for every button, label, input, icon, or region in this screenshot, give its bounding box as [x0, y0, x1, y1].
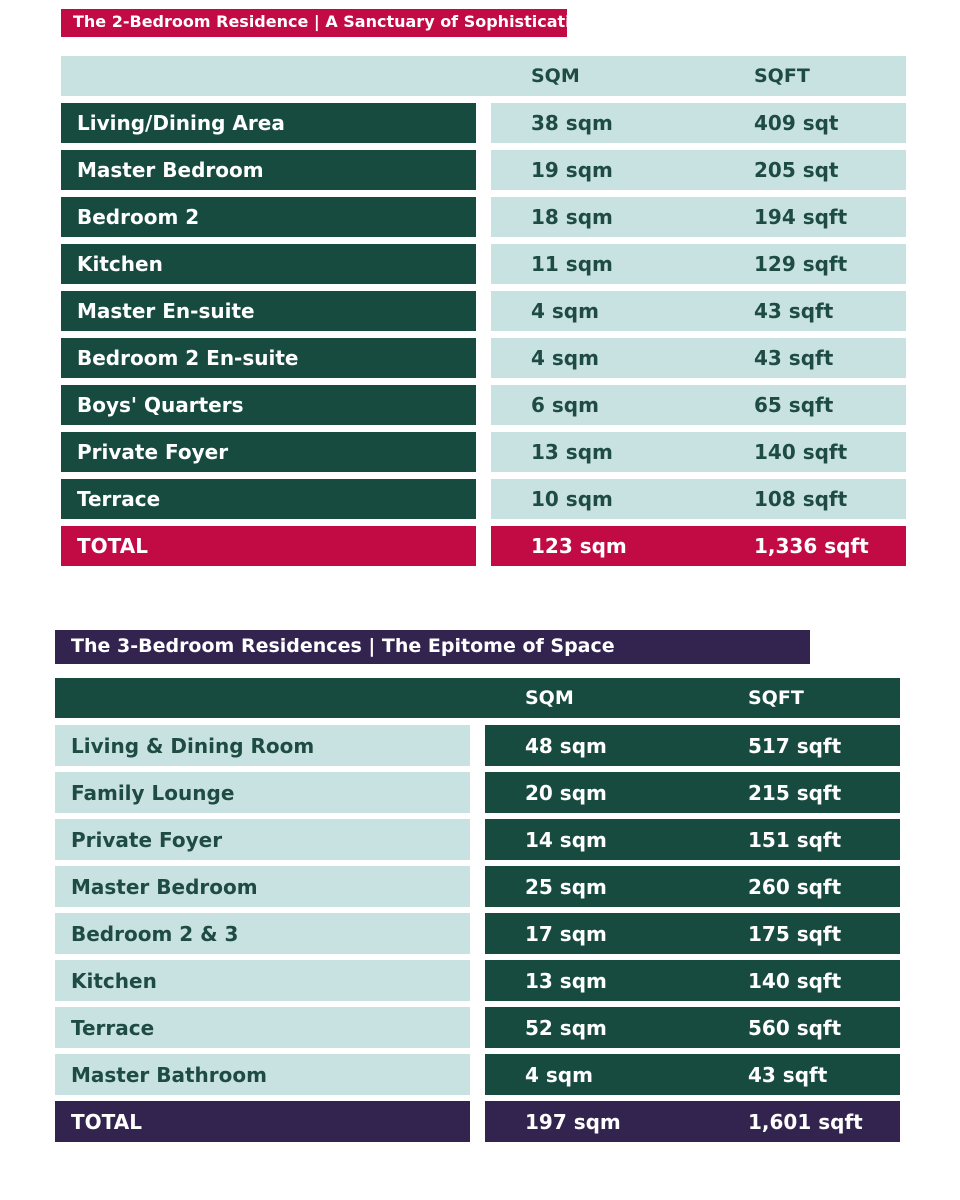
total-sqft: 1,336 sqft [754, 534, 869, 558]
total-sqm: 123 sqm [531, 534, 627, 558]
room-sqft: 194 sqft [754, 205, 848, 229]
three-bedroom-header-row [55, 678, 900, 718]
room-sqm: 4 sqm [531, 299, 599, 323]
room-values [491, 432, 906, 472]
room-sqft: 409 sqt [754, 111, 839, 135]
room-sqm: 38 sqm [531, 111, 613, 135]
room-label: Kitchen [55, 960, 470, 1001]
room-sqft: 43 sqft [748, 1062, 828, 1087]
room-values [491, 103, 906, 143]
room-sqm: 48 sqm [525, 733, 607, 758]
room-values [491, 244, 906, 284]
header-sqft: SQFT [754, 65, 810, 87]
table-row [61, 291, 906, 331]
total-sqm: 197 sqm [525, 1109, 621, 1134]
room-sqm: 17 sqm [525, 921, 607, 946]
room-label: Master En-suite [61, 291, 476, 331]
room-sqft: 65 sqft [754, 393, 834, 417]
total-sqft: 1,601 sqft [748, 1109, 863, 1134]
header-sqm: SQM [531, 65, 580, 87]
room-values [485, 819, 900, 860]
table-row [61, 103, 906, 143]
room-sqm: 4 sqm [531, 346, 599, 370]
room-label: Kitchen [61, 244, 476, 284]
header-sqft: SQFT [748, 687, 804, 709]
room-sqft: 129 sqft [754, 252, 848, 276]
table-row [61, 244, 906, 284]
room-sqm: 6 sqm [531, 393, 599, 417]
room-label: Boys' Quarters [61, 385, 476, 425]
table-row [61, 150, 906, 190]
room-label: Bedroom 2 & 3 [55, 913, 470, 954]
room-label: Bedroom 2 [61, 197, 476, 237]
room-label: Master Bathroom [55, 1054, 470, 1095]
room-sqm: 19 sqm [531, 158, 613, 182]
room-label: Living/Dining Area [61, 103, 476, 143]
total-row [55, 1101, 900, 1142]
room-sqm: 13 sqm [525, 968, 607, 993]
room-values [485, 866, 900, 907]
room-values [485, 772, 900, 813]
room-sqm: 20 sqm [525, 780, 607, 805]
room-values [491, 291, 906, 331]
room-sqft: 140 sqft [748, 968, 842, 993]
table-row [55, 725, 900, 766]
table-row [61, 197, 906, 237]
room-label: Private Foyer [55, 819, 470, 860]
total-label: TOTAL [61, 526, 476, 566]
room-sqft: 560 sqft [748, 1015, 842, 1040]
room-values [491, 197, 906, 237]
table-row [61, 338, 906, 378]
header-sqm: SQM [525, 687, 574, 709]
room-label: Family Lounge [55, 772, 470, 813]
table-row [55, 1007, 900, 1048]
two-bedroom-title: The 2-Bedroom Residence | A Sanctuary of Sophistication [61, 9, 567, 37]
table-row [55, 913, 900, 954]
total-label: TOTAL [55, 1101, 470, 1142]
room-values [485, 960, 900, 1001]
room-sqft: 140 sqft [754, 440, 848, 464]
room-sqft: 175 sqft [748, 921, 842, 946]
room-sqm: 52 sqm [525, 1015, 607, 1040]
room-sqft: 517 sqft [748, 733, 842, 758]
room-sqm: 14 sqm [525, 827, 607, 852]
table-row [61, 385, 906, 425]
room-sqm: 13 sqm [531, 440, 613, 464]
three-bedroom-section [55, 630, 900, 1142]
room-sqm: 25 sqm [525, 874, 607, 899]
two-bedroom-section [61, 9, 906, 566]
table-row [55, 1054, 900, 1095]
table-row [55, 772, 900, 813]
room-label: Bedroom 2 En-suite [61, 338, 476, 378]
room-values [491, 479, 906, 519]
room-label: Master Bedroom [61, 150, 476, 190]
table-row [55, 960, 900, 1001]
total-values [485, 1101, 900, 1142]
room-sqft: 151 sqft [748, 827, 842, 852]
room-sqft: 108 sqft [754, 487, 848, 511]
room-sqm: 10 sqm [531, 487, 613, 511]
room-values [491, 150, 906, 190]
room-values [491, 338, 906, 378]
table-row [55, 819, 900, 860]
room-label: Terrace [55, 1007, 470, 1048]
room-label: Private Foyer [61, 432, 476, 472]
total-row [61, 526, 906, 566]
table-row [61, 479, 906, 519]
room-sqft: 205 sqt [754, 158, 839, 182]
room-values [485, 913, 900, 954]
room-label: Living & Dining Room [55, 725, 470, 766]
table-row [55, 866, 900, 907]
room-values [485, 725, 900, 766]
room-values [485, 1007, 900, 1048]
room-sqft: 43 sqft [754, 346, 834, 370]
room-sqft: 260 sqft [748, 874, 842, 899]
room-sqm: 18 sqm [531, 205, 613, 229]
room-sqft: 215 sqft [748, 780, 842, 805]
room-sqm: 11 sqm [531, 252, 613, 276]
three-bedroom-title: The 3-Bedroom Residences | The Epitome of Space [55, 630, 810, 664]
room-label: Master Bedroom [55, 866, 470, 907]
table-row [61, 432, 906, 472]
room-sqm: 4 sqm [525, 1062, 593, 1087]
room-sqft: 43 sqft [754, 299, 834, 323]
room-label: Terrace [61, 479, 476, 519]
room-values [491, 385, 906, 425]
room-values [485, 1054, 900, 1095]
two-bedroom-header-row [61, 56, 906, 96]
total-values [491, 526, 906, 566]
